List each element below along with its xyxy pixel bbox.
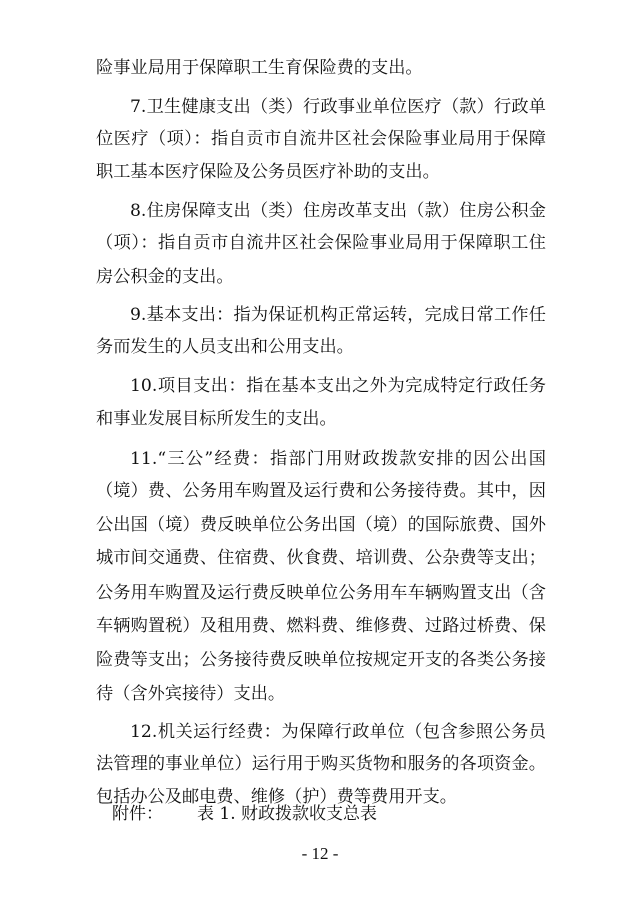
text-line: 务而发生的人员支出和公用支出。 (96, 337, 354, 357)
text-line: 和事业发展目标所发生的支出。 (96, 409, 337, 429)
text-line: 公出国（境）费反映单位公务出国（境）的国际旅费、国外 (96, 515, 546, 535)
text-line: 车辆购置税）及租用费、燃料费、维修费、过路过桥费、保 (96, 616, 546, 636)
text-line: 9.基本支出：指为保证机构正常运转，完成日常工作任 (130, 305, 546, 325)
attachment-label: 附件： (112, 804, 163, 824)
text-line: 职工基本医疗保险及公务员医疗补助的支出。 (96, 162, 440, 182)
text-line: 待（含外宾接待）支出。 (96, 684, 286, 704)
text-line: 城市间交通费、住宿费、伙食费、培训费、公杂费等支出； (96, 548, 546, 568)
text-line: 7.卫生健康支出（类）行政事业单位医疗（款）行政单 (130, 97, 546, 117)
text-line: 10.项目支出：指在基本支出之外为完成特定行政任务 (130, 376, 546, 396)
attachment-content: 表 1. 财政拨款收支总表 (197, 804, 378, 824)
page-number: - 12 - (301, 844, 339, 863)
text-line: 位医疗（项）：指自贡市自流井区社会保险事业局用于保障 (96, 129, 546, 149)
text-line: （项）：指自贡市自流井区社会保险事业局用于保障职工住 (96, 233, 546, 253)
text-line: 险事业局用于保障职工生育保险费的支出。 (96, 58, 423, 78)
text-line: 公务用车购置及运行费反映单位公务用车车辆购置支出（含 (96, 583, 546, 603)
text-line: 11.“三公”经费：指部门用财政拨款安排的因公出国 (130, 449, 546, 469)
text-line: 法管理的事业单位）运行用于购买货物和服务的各项资金。 (96, 754, 546, 774)
text-line: 险费等支出；公务接待费反映单位按规定开支的各类公务接 (96, 650, 546, 670)
attachment-line (112, 801, 377, 827)
text-line: 房公积金的支出。 (96, 267, 234, 287)
text-line: 8.住房保障支出（类）住房改革支出（款）住房公积金 (130, 201, 546, 221)
text-line: 包括办公及邮电费、维修（护）费等费用开支。 (96, 787, 457, 807)
text-line: 12.机关运行经费：为保障行政单位（包含参照公务员 (130, 722, 546, 742)
text-line: （境）费、公务用车购置及运行费和公务接待费。其中，因 (96, 481, 546, 501)
